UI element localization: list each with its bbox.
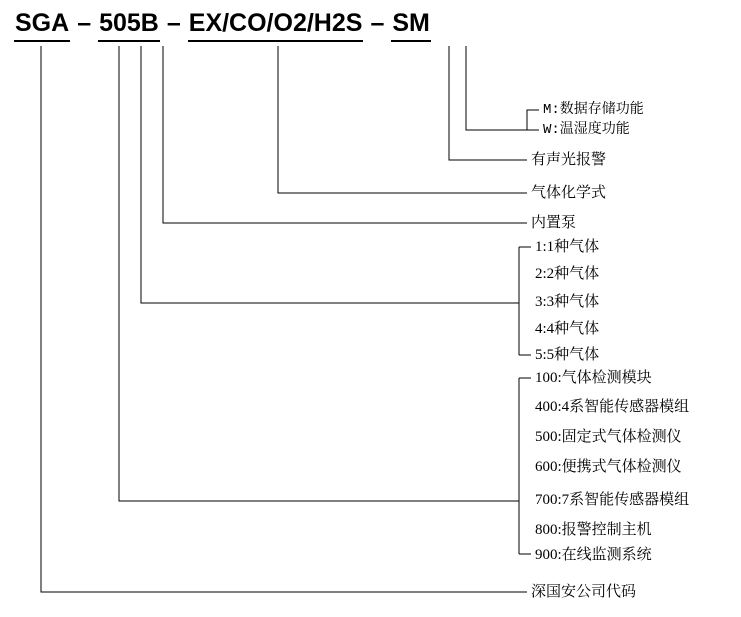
product-series-item-900: 900:在线监测系统 (535, 547, 652, 563)
callout-m-storage: M:数据存储功能 (543, 102, 644, 118)
product-series-item-100: 100:气体检测模块 (535, 370, 652, 386)
product-series-item-700: 700:7系智能传感器模组 (535, 492, 690, 508)
code-segment-sga: SGA (14, 8, 70, 42)
callout-gas-formula: 气体化学式 (531, 185, 607, 201)
gas-count-item-5: 5:5种气体 (535, 347, 600, 363)
code-dash-1: – (77, 9, 92, 37)
code-segment-sm: SM (391, 8, 431, 42)
product-series-item-600: 600:便携式气体检测仪 (535, 459, 682, 475)
code-segment-gases: EX/CO/O2/H2S (188, 8, 364, 42)
code-dash-2: – (166, 9, 181, 37)
gas-count-item-3: 3:3种气体 (535, 294, 600, 310)
model-code-heading (14, 8, 431, 42)
callout-built-in-pump: 内置泵 (531, 215, 577, 231)
product-series-item-800: 800:报警控制主机 (535, 522, 652, 538)
gas-count-item-1: 1:1种气体 (535, 239, 600, 255)
code-segment-505b: 505B (98, 8, 160, 42)
product-series-item-400: 400:4系智能传感器模组 (535, 399, 690, 415)
code-dash-3: – (370, 9, 385, 37)
callout-w-humidity: W:温湿度功能 (543, 122, 630, 138)
callout-company-code: 深国安公司代码 (531, 584, 637, 600)
gas-count-item-4: 4:4种气体 (535, 321, 600, 337)
gas-count-item-2: 2:2种气体 (535, 266, 600, 282)
product-series-item-500: 500:固定式气体检测仪 (535, 429, 682, 445)
callout-alarm: 有声光报警 (531, 152, 607, 168)
